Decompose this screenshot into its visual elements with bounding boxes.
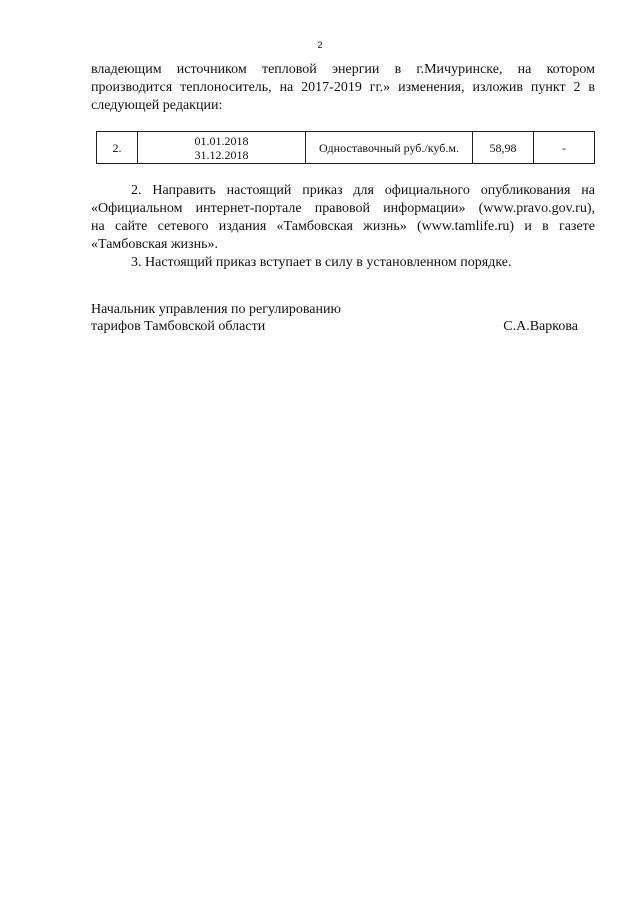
date-from: 01.01.2018 — [194, 133, 249, 148]
date-to: 31.12.2018 — [194, 147, 249, 162]
intro-line-3: следующей редакции: — [91, 98, 223, 113]
intro-line-1: владеющим источником тепловой энергии в г.Мичуринске, на котором — [91, 62, 595, 77]
signer-title-line-1: Начальник управления по регулированию — [91, 302, 341, 317]
signer-name: С.А.Варкова — [503, 319, 578, 334]
intro-line-2: производится теплоноситель, на 2017-2019 гг.» изменения, изложив пункт 2 в — [91, 80, 595, 95]
tariff-table — [96, 131, 595, 164]
tariff-type-cell: Одноставочный руб./куб.м. — [306, 132, 473, 164]
signer-title-line-2: тарифов Тамбовской области — [91, 319, 266, 334]
signature-block — [91, 301, 595, 335]
p2-line-1: 2. Направить настоящий приказ для официального опубликования на — [131, 183, 595, 198]
intro-paragraph — [91, 61, 595, 115]
page-number: 2 — [317, 40, 323, 50]
p2-line-3: на сайте сетевого издания «Тамбовская жизнь» (www.tamlife.ru) и в газете — [91, 219, 595, 234]
table-row — [97, 132, 595, 164]
period-cell — [138, 132, 306, 164]
p2-line-4: «Тамбовская жизнь». — [91, 237, 218, 252]
row-number-cell: 2. — [97, 132, 138, 164]
p3-line-1: 3. Настоящий приказ вступает в силу в установленном порядке. — [131, 255, 512, 270]
paragraph-2 — [91, 182, 595, 254]
extra-value-cell: - — [534, 132, 595, 164]
tariff-value-cell: 58,98 — [473, 132, 534, 164]
paragraph-3 — [91, 254, 595, 272]
p2-line-2: «Официальном интернет-портале правовой информации» (www.pravo.gov.ru), — [91, 201, 595, 216]
